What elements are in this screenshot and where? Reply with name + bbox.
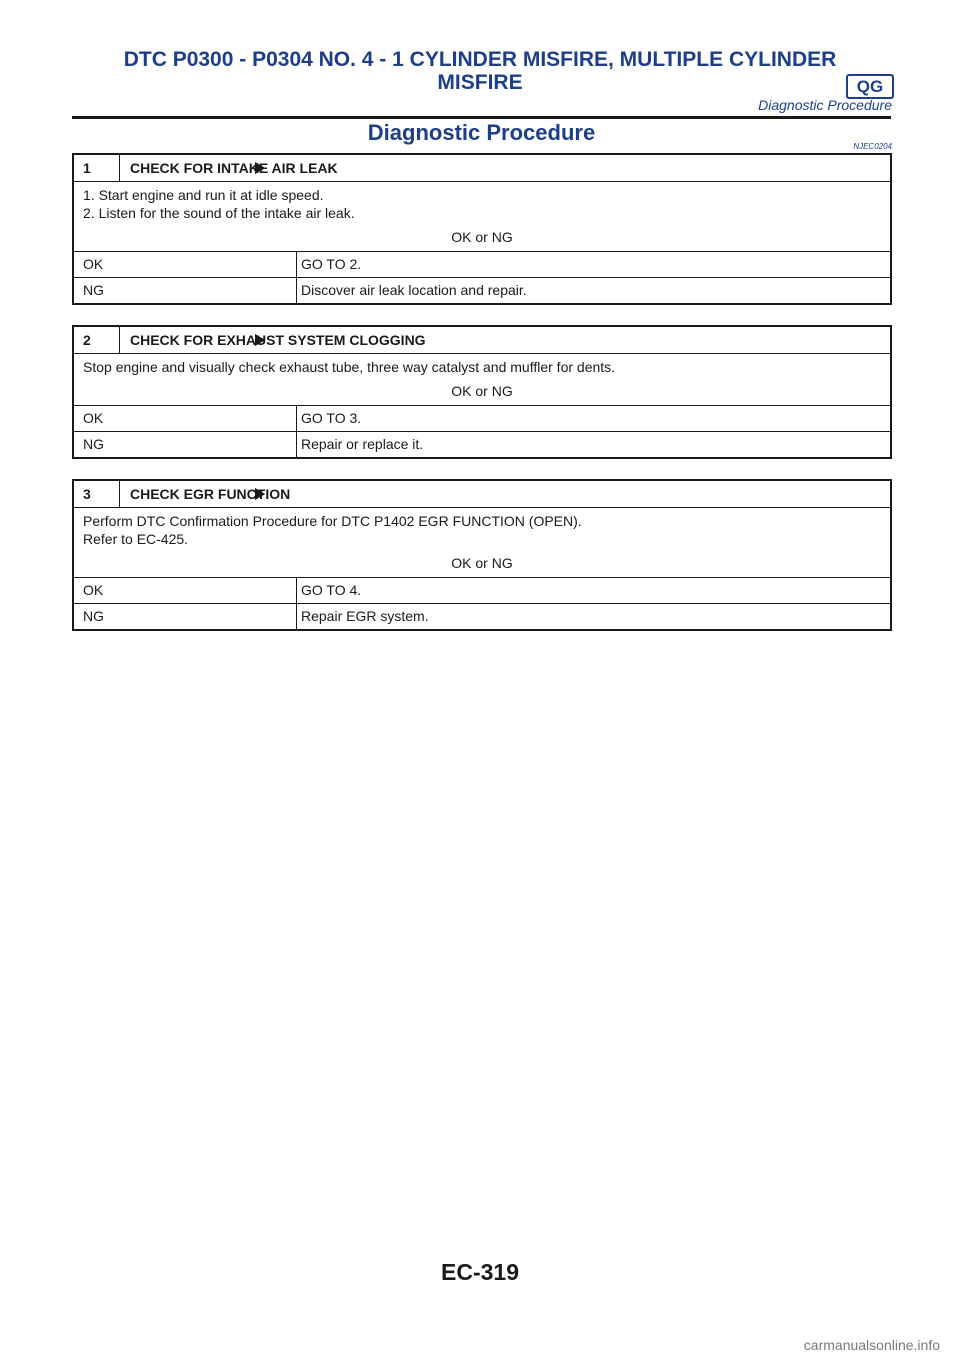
step-body (74, 181, 890, 251)
result-row (74, 251, 890, 277)
page-number: EC-319 (441, 1259, 519, 1285)
result-label: NG (83, 608, 104, 624)
step-instruction: Perform DTC Confirmation Procedure for DTC P1402 EGR FUNCTION (OPEN). (83, 513, 582, 529)
step-title: CHECK FOR INTAKE AIR LEAK (130, 160, 338, 176)
result-action: GO TO 2. (296, 252, 361, 277)
step-header (74, 155, 890, 181)
step-body (74, 507, 890, 577)
site-watermark[interactable]: carmanualsonline.info (803, 1337, 940, 1353)
step-table (72, 153, 892, 305)
result-row (74, 603, 890, 629)
page-header-title (90, 48, 870, 94)
result-row (74, 577, 890, 603)
ok-or-ng-label: OK or NG (451, 383, 513, 399)
result-label: OK (83, 256, 104, 272)
header-divider (72, 116, 891, 119)
step-title: CHECK FOR EXHAUST SYSTEM CLOGGING (130, 332, 426, 348)
ok-or-ng-label: OK or NG (451, 555, 513, 571)
header-subtitle: Diagnostic Procedure (758, 97, 892, 113)
section-title: Diagnostic Procedure (367, 120, 596, 145)
step-instruction: 2. Listen for the sound of the intake air leak. (83, 205, 355, 221)
step-number: 1 (74, 155, 120, 181)
arrow-right-icon (255, 488, 265, 500)
step-instruction: 1. Start engine and run it at idle speed. (83, 187, 324, 203)
result-row (74, 431, 890, 457)
result-row (74, 405, 890, 431)
result-action: Repair or replace it. (296, 432, 423, 457)
section-code: NJEC0204 (853, 142, 892, 151)
step-header (74, 327, 890, 353)
result-action: GO TO 3. (296, 406, 361, 431)
result-row (74, 277, 890, 303)
result-label: OK (83, 410, 104, 426)
result-action: Discover air leak location and repair. (296, 278, 527, 303)
result-label: OK (83, 582, 104, 598)
header-title-line2: MISFIRE (437, 71, 523, 94)
ok-or-ng-label: OK or NG (451, 229, 513, 245)
step-title: CHECK EGR FUNCTION (130, 486, 291, 502)
result-action: Repair EGR system. (296, 604, 429, 629)
step-number: 2 (74, 327, 120, 353)
result-action: GO TO 4. (296, 578, 361, 603)
step-body (74, 353, 890, 405)
result-label: NG (83, 282, 104, 298)
step-number: 3 (74, 481, 120, 507)
step-instruction: Stop engine and visually check exhaust tube, three way catalyst and muffler for dents. (83, 359, 616, 375)
header-title-line1: DTC P0300 - P0304 NO. 4 - 1 CYLINDER MISFIRE, MULTIPLE CYLINDER (123, 48, 837, 71)
arrow-right-icon (255, 162, 265, 174)
step-table (72, 325, 892, 459)
engine-badge: QG (846, 74, 894, 99)
step-header (74, 481, 890, 507)
step-instruction: Refer to EC-425. (83, 531, 189, 547)
result-label: NG (83, 436, 104, 452)
arrow-right-icon (255, 334, 265, 346)
step-table (72, 479, 892, 631)
